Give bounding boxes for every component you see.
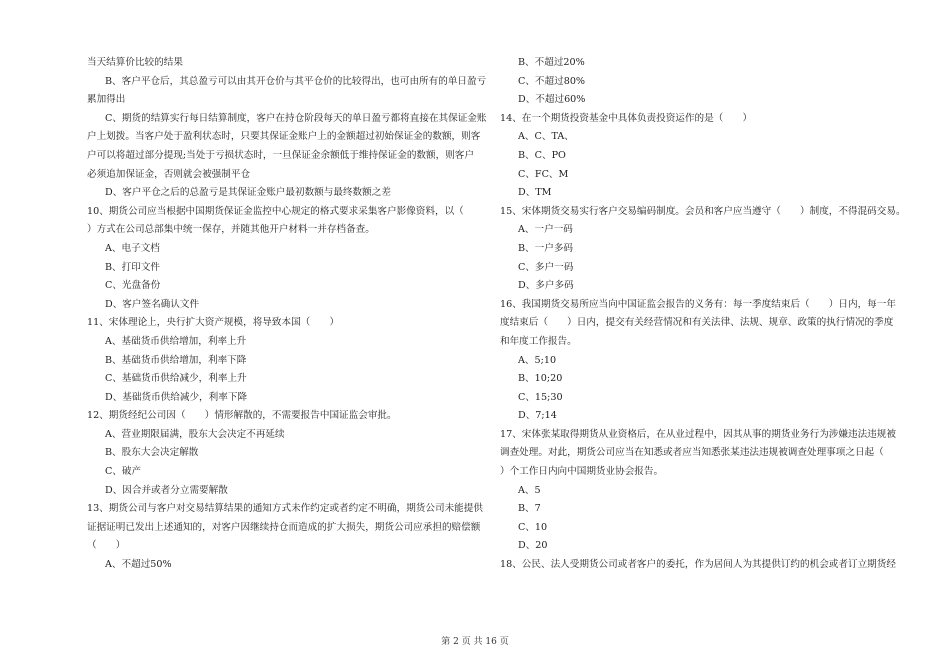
text-line: A、C、TA、 — [518, 131, 574, 143]
text-line: D、多户多码 — [518, 280, 574, 292]
text-line: D、不超过60% — [518, 94, 586, 106]
text-line: 18、公民、法人受期货公司或者客户的委托，作为居间人为其提供订约的机会或者订立期货经 — [500, 559, 896, 571]
text-line: B、客户平仓后，其总盈亏可以由其开仓价与其平仓价的比较得出，也可由所有的单日盈亏 — [105, 75, 487, 87]
text-line: B、7 — [518, 503, 541, 515]
text-line: C、多户一码 — [518, 261, 574, 273]
text-line: B、基础货币供给增加，利率下降 — [105, 354, 247, 366]
text-line: A、一户一码 — [518, 224, 573, 236]
text-line: 户可以将超过部分提现;当处于亏损状态时，一旦保证金余额低于维持保证金的数额，则客户 — [87, 149, 474, 161]
text-line: D、TM — [518, 187, 552, 199]
text-line: D、20 — [518, 540, 548, 552]
text-line: 和年度工作报告。 — [500, 335, 577, 347]
text-line: 当天结算价比较的结果 — [87, 57, 183, 68]
text-line: C、FC、M — [518, 168, 569, 180]
text-line: 调查处理。对此，期货公司应当在知悉或者应当知悉张某违法违规被调查处理事项之日起（ — [500, 447, 884, 459]
text-line: 13、期货公司与客户对交易结算结果的通知方式未作约定或者约定不明确，期货公司未能提供 — [87, 503, 483, 515]
text-line: C、光盘备份 — [105, 280, 161, 292]
text-line: 10、期货公司应当根据中国期货保证金监控中心规定的格式要求采集客户影像资料，以（ — [87, 205, 464, 217]
text-line: 17、宋体张某取得期货从业资格后，在从业过程中，因其从事的期货业务行为涉嫌违法违规被 — [500, 428, 896, 440]
text-line: D、客户签名确认文件 — [105, 298, 200, 310]
text-line: 户上划拨。当客户处于盈利状态时，只要其保证金账户上的金额超过初始保证金的数额，则客 — [87, 131, 481, 143]
text-line: ）个工作日内向中国期货业协会报告。 — [500, 466, 664, 478]
text-line: 15、宋体期货交易实行客户交易编码制度。会员和客户应当遵守（ ）制度，不得混码交易。 — [500, 205, 906, 217]
text-line: C、基础货币供给减少，利率上升 — [105, 373, 247, 385]
text-line: 11、宋体理论上，央行扩大资产规模，将导致本国（ ） — [87, 317, 340, 329]
left-column — [87, 54, 487, 575]
text-line: B、不超过20% — [518, 57, 585, 68]
text-line: B、一户多码 — [518, 242, 574, 254]
text-line: 14、在一个期货投资基金中具体负责投资运作的是（ ） — [500, 112, 753, 124]
text-line: C、15;30 — [518, 391, 563, 403]
text-line: B、10;20 — [518, 373, 563, 385]
text-line: C、期货的结算实行每日结算制度，客户在持仓阶段每天的单日盈亏都将直接在其保证金账 — [105, 112, 487, 124]
text-line: D、基础货币供给减少，利率下降 — [105, 391, 248, 403]
text-line: D、7;14 — [518, 410, 557, 422]
text-line: D、因合并或者分立需要解散 — [105, 484, 228, 496]
text-line: B、C、PO — [518, 149, 566, 161]
text-line: A、不超过50% — [105, 559, 172, 571]
text-line: 度结束后（ ）日内，提交有关经营情况和有关法律、法规、规章、政策的执行情况的季度 — [500, 317, 894, 329]
text-line: C、10 — [518, 521, 548, 533]
text-line: 累加得出 — [87, 94, 126, 106]
text-line: C、破产 — [105, 466, 142, 478]
text-line: A、5 — [518, 484, 541, 496]
text-line: （ ） — [87, 540, 126, 552]
text-line: 证据证明已发出上述通知的，对客户因继续持仓而造成的扩大损失，期货公司应承担的赔偿额 — [87, 521, 481, 533]
text-line: 必须追加保证金，否则就会被强制平仓 — [87, 168, 251, 180]
text-line: 16、我国期货交易所应当向中国证监会报告的义务有：每一季度结束后（ ）日内，每一年 — [500, 298, 896, 310]
text-line: B、打印文件 — [105, 261, 161, 273]
page-footer: 第 2 页 共 16 页 — [441, 637, 509, 647]
text-line: B、股东大会决定解散 — [105, 447, 199, 459]
text-line: A、5;10 — [518, 354, 557, 366]
text-line: 12、期货经纪公司因（ ）情形解散的，不需要报告中国证监会审批。 — [87, 410, 397, 422]
text-line: D、客户平仓之后的总盈亏是其保证金账户最初数额与最终数额之差 — [105, 187, 391, 199]
text-line: ）方式在公司总部集中统一保存，并随其他开户材料一并存档备查。 — [87, 224, 375, 236]
right-column — [500, 54, 910, 575]
text-line: A、营业期限届满，股东大会决定不再延续 — [105, 428, 285, 440]
text-line: A、基础货币供给增加，利率上升 — [105, 335, 247, 347]
text-line: C、不超过80% — [518, 75, 586, 87]
text-line: A、电子文档 — [105, 242, 160, 254]
